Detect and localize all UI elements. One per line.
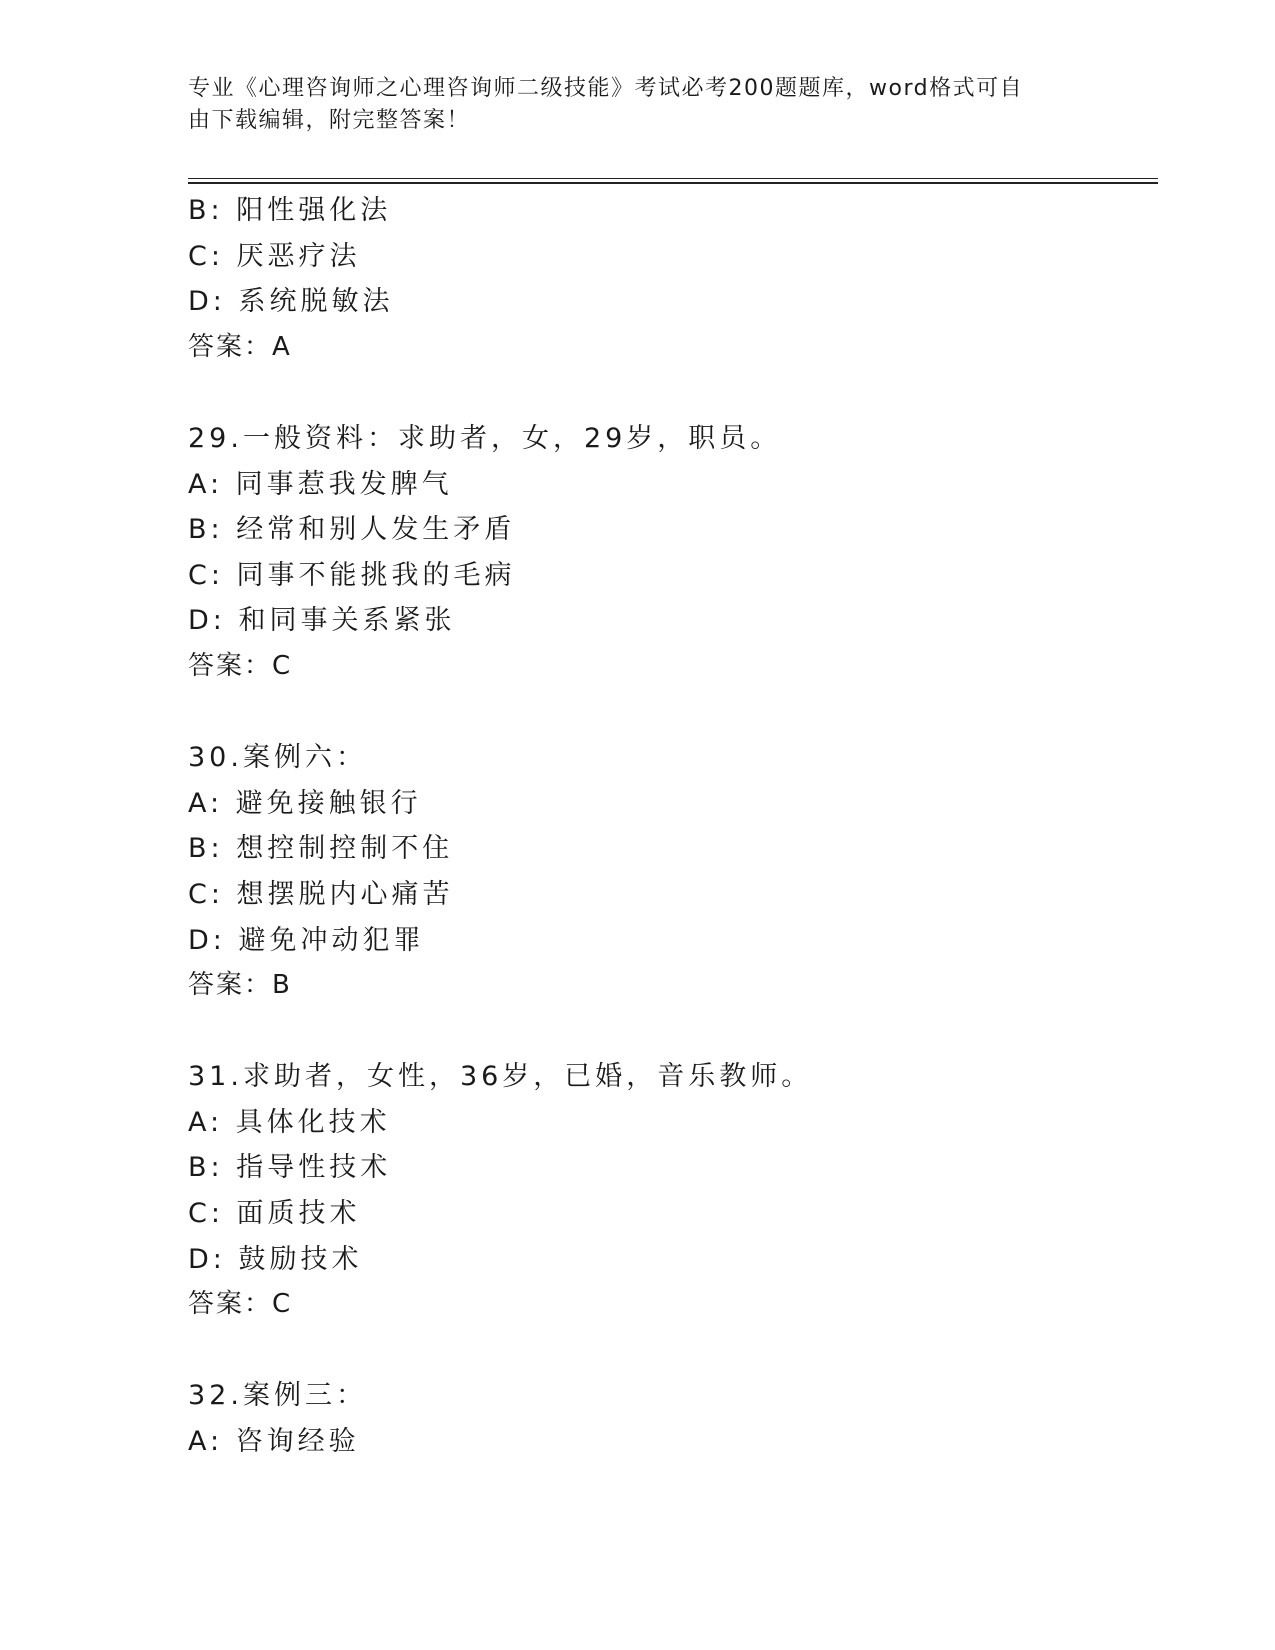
option-d: D: 避免冲动犯罪 bbox=[188, 924, 425, 956]
option-d: D: 鼓励技术 bbox=[188, 1243, 363, 1275]
option-c: C: 厌恶疗法 bbox=[188, 240, 361, 272]
option-a: A: 咨询经验 bbox=[188, 1426, 360, 1458]
header-divider-thick bbox=[188, 182, 1158, 184]
question-block bbox=[188, 1054, 1148, 1328]
option-d: D: 系统脱敏法 bbox=[188, 286, 394, 318]
option-c: C: 想摆脱内心痛苦 bbox=[188, 878, 454, 910]
answer-line: 答案：C bbox=[188, 1289, 293, 1320]
option-a: A: 具体化技术 bbox=[188, 1106, 391, 1138]
question-text: 32.案例三： bbox=[188, 1380, 367, 1412]
answer-line: 答案：A bbox=[188, 331, 292, 362]
question-block bbox=[188, 735, 1148, 1009]
question-text: 29.一般资料：求助者，女，29岁，职员。 bbox=[188, 422, 782, 454]
document-header bbox=[188, 73, 1068, 137]
header-divider-thin bbox=[188, 178, 1158, 179]
option-a: A: 同事惹我发脾气 bbox=[188, 468, 453, 500]
question-block bbox=[188, 1373, 1148, 1464]
question-list bbox=[188, 188, 1148, 1465]
header-line-2: 由下载编辑，附完整答案！ bbox=[188, 108, 471, 133]
option-c: C: 同事不能挑我的毛病 bbox=[188, 559, 516, 591]
answer-line: 答案：C bbox=[188, 650, 293, 681]
question-block bbox=[188, 188, 1148, 370]
option-b: B: 经常和别人发生矛盾 bbox=[188, 514, 516, 546]
option-b: B: 想控制控制不住 bbox=[188, 833, 454, 865]
option-a: A: 避免接触银行 bbox=[188, 787, 422, 819]
question-block bbox=[188, 416, 1148, 690]
question-text: 31.求助者，女性，36岁，已婚，音乐教师。 bbox=[188, 1061, 813, 1093]
answer-line: 答案：B bbox=[188, 970, 292, 1001]
header-line-1: 专业《心理咨询师之心理咨询师二级技能》考试必考200题题库，word格式可自 bbox=[188, 76, 1024, 101]
option-d: D: 和同事关系紧张 bbox=[188, 605, 456, 637]
option-b: B: 阳性强化法 bbox=[188, 195, 392, 226]
option-c: C: 面质技术 bbox=[188, 1198, 361, 1230]
option-b: B: 指导性技术 bbox=[188, 1152, 392, 1184]
question-text: 30.案例六： bbox=[188, 742, 367, 774]
